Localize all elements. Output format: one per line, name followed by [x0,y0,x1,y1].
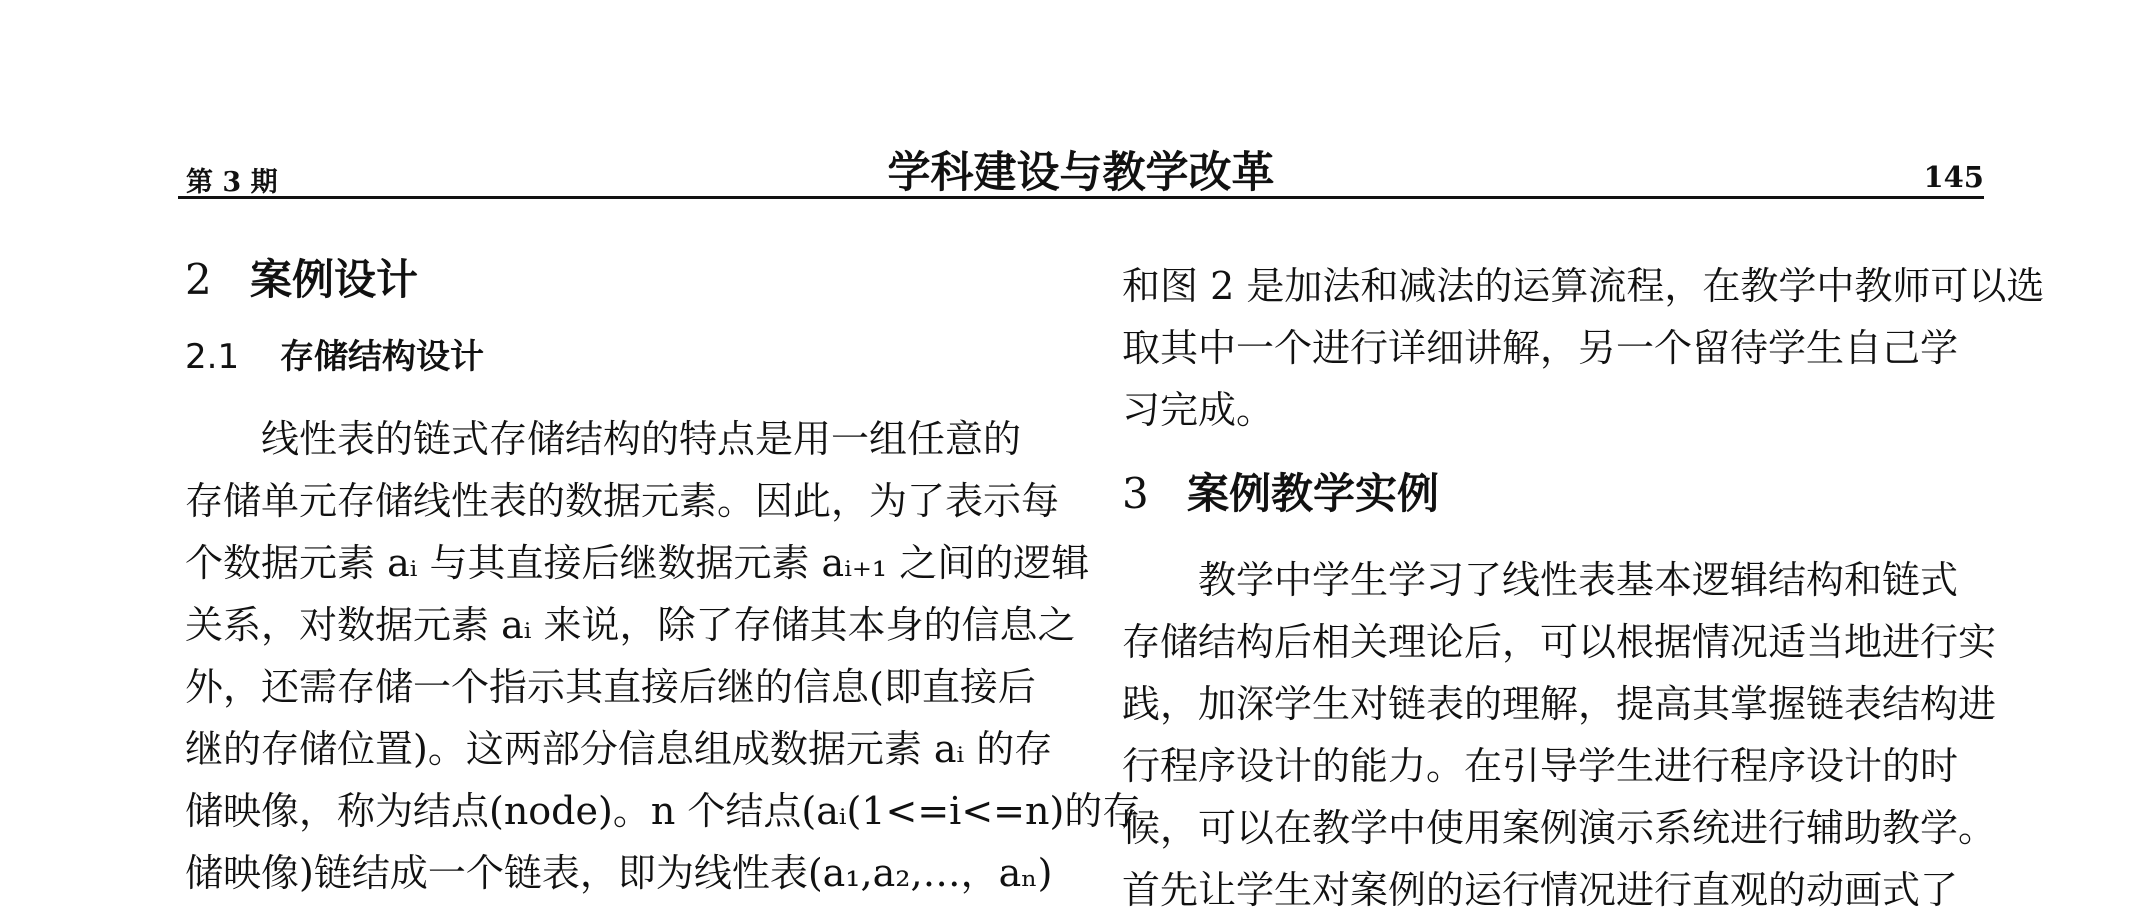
subsection-title: 存储结构设计 [280,337,484,378]
right-column [1122,255,2045,921]
text-line: 践，加深学生对链表的理解，提高其掌握链表结构进 [1122,682,1997,727]
section-title: 案例教学实例 [1187,469,1440,518]
section-number: 2 [185,255,212,304]
header-rule [178,196,1984,199]
text-line: 和图 2 是加法和减法的运算流程，在教学中教师可以选 [1122,264,2045,308]
journal-section-title: 学科建设与教学改革 [887,148,1275,198]
text-line: 习完成。 [1122,388,1275,432]
text-line: 行程序设计的能力。在引导学生进行程序设计的时 [1122,744,1959,789]
body-paragraph [1122,549,1997,921]
text-line: 首先让学生对案例的运行情况进行直观的动画式了 [1122,868,1959,913]
text-line: 外，还需存储一个指示其直接后继的信息(即直接后 [185,665,1036,710]
section-number: 3 [1122,469,1149,518]
text-line: 存储结构后相关理论后，可以根据情况适当地进行实 [1122,620,1997,665]
text-line: 储映像，称为结点(node)。n 个结点(aᵢ(1<=i<=n)的存 [185,789,1141,834]
continued-paragraph [1122,255,2045,441]
text-line: 储映像)链结成一个链表，即为线性表(a₁,a₂,…，aₙ) [185,851,1053,896]
section-title: 案例设计 [250,255,419,304]
section-heading-3 [1122,469,1984,519]
text-line: 取其中一个进行详细讲解，另一个留待学生自己学 [1122,326,1959,370]
text-line: 关系，对数据元素 aᵢ 来说，除了存储其本身的信息之 [185,603,1076,648]
text-line: 教学中学生学习了线性表基本逻辑结构和链式 [1198,558,1959,603]
subsection-heading-2-1 [185,337,1055,378]
text-line: 继的存储位置)。这两部分信息组成数据元素 aᵢ 的存 [185,727,1053,772]
page-number: 145 [1923,160,1984,194]
body-paragraph [185,408,1141,904]
issue-label: 第 3 期 [186,167,278,198]
text-line: 个数据元素 aᵢ 与其直接后继数据元素 aᵢ₊₁ 之间的逻辑 [185,541,1090,586]
text-line: 候，可以在教学中使用案例演示系统进行辅助教学。 [1122,806,1997,851]
left-column [185,255,1141,904]
text-line: 线性表的链式存储结构的特点是用一组任意的 [261,417,1022,462]
section-heading-2 [185,255,1055,305]
running-header [178,132,1984,198]
subsection-number: 2.1 [185,337,240,378]
text-line: 存储单元存储线性表的数据元素。因此，为了表示每 [185,479,1060,524]
